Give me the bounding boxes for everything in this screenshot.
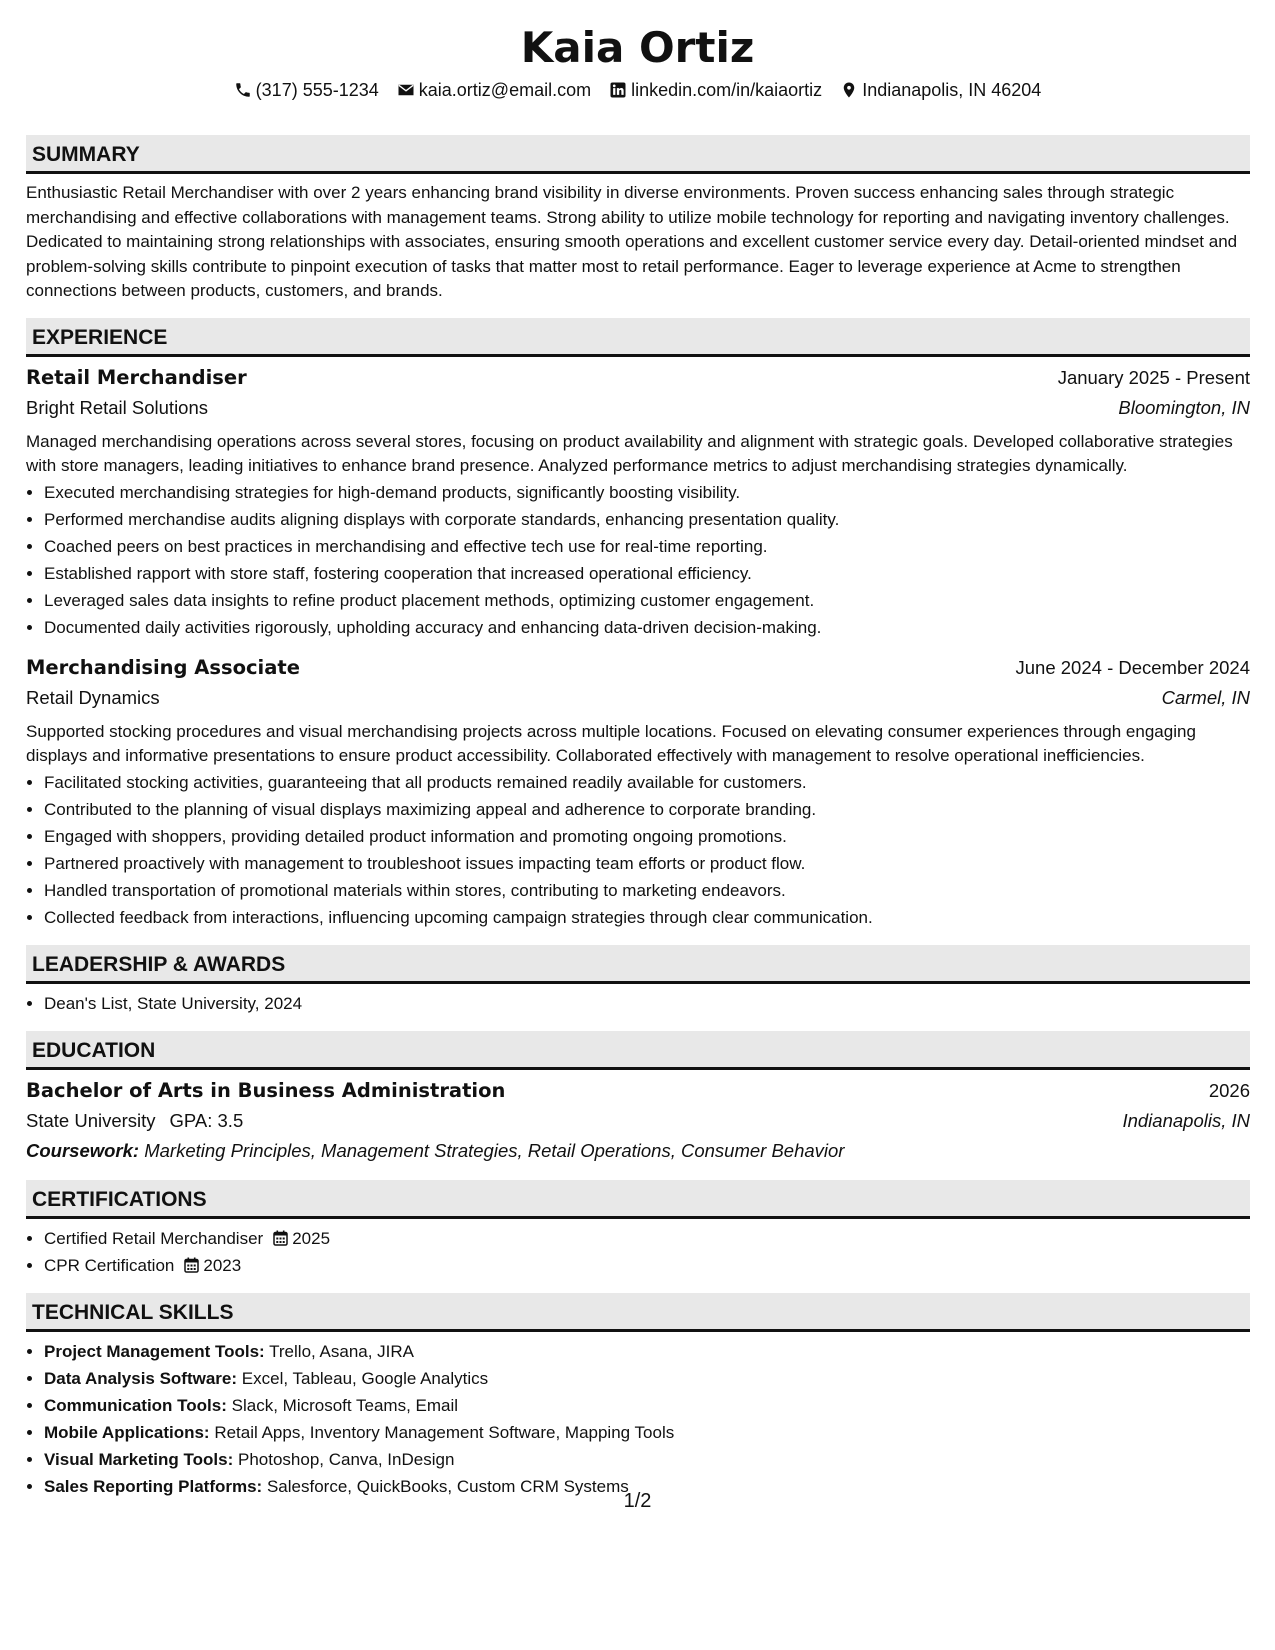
gpa: GPA: 3.5 — [169, 1109, 244, 1131]
job-dates: June 2024 - December 2024 — [1015, 656, 1250, 678]
company-name: Bright Retail Solutions — [26, 396, 209, 418]
list-item: • Partnered proactively with management to troubleshoot issues impacting team efforts or product flow. — [44, 850, 1250, 877]
skill-category: Project Management Tools: — [44, 1341, 265, 1361]
list-item: • Leveraged sales data insights to refine product placement methods, optimizing customer engagement. — [44, 587, 1250, 614]
phone-text: (317) 555-1234 — [255, 80, 379, 100]
contact-email[interactable] — [397, 78, 591, 102]
skill-category: Visual Marketing Tools: — [44, 1449, 234, 1469]
section-heading-skills: TECHNICAL SKILLS — [26, 1293, 1250, 1332]
skill-values: Excel, Tableau, Google Analytics — [241, 1368, 489, 1388]
certification-year: 2023 — [203, 1255, 242, 1275]
job-description: Supported stocking procedures and visual merchandising projects across multiple locations. Focused on elevating consumer experiences through engaging displays and informative presentations to ensure product accessibility. Collaborated effectively with management to resolve operational inefficiencies. — [26, 721, 1196, 765]
skill-category: Sales Reporting Platforms: — [44, 1476, 263, 1496]
resume-header — [0, 0, 1275, 102]
list-item — [44, 1446, 1250, 1473]
contact-location — [840, 78, 1041, 102]
calendar-icon — [184, 1257, 199, 1273]
section-heading-experience: EXPERIENCE — [26, 318, 1250, 357]
list-item — [44, 1252, 1250, 1279]
job-dates: January 2025 - Present — [1057, 366, 1250, 388]
school-name: State University — [26, 1109, 156, 1131]
skills-list — [26, 1338, 1250, 1500]
list-item — [44, 1225, 1250, 1252]
summary-text: Enthusiastic Retail Merchandiser with over 2 years enhancing brand visibility in diverse environments. Proven success enhancing sales through strategic merchandising and effective collaborations with management teams. Strong ability to utilize mobile technology for reporting and navigating inventory challenges. Dedicated to maintaining strong relationships with associates, ensuring smooth operations and excellent customer service every day. Detail-oriented mindset and problem-solving skills contribute to pinpoint execution of tasks that matter most to retail performance. Eager to leverage experience at Acme to strengthen connections between products, customers, and brands. — [26, 183, 1238, 300]
list-item — [44, 1392, 1250, 1419]
job-bullets — [26, 479, 1250, 641]
skill-values: Retail Apps, Inventory Management Software, Mapping Tools — [214, 1422, 675, 1442]
job-entry — [26, 653, 1250, 931]
resume-body — [26, 135, 1250, 1500]
contact-phone — [234, 78, 379, 102]
page-number: 1/2 — [623, 1490, 652, 1512]
certification-name: CPR Certification — [44, 1255, 175, 1275]
location-text: Indianapolis, IN 46204 — [862, 80, 1042, 100]
contact-linkedin[interactable] — [609, 78, 822, 102]
skill-category: Data Analysis Software: — [44, 1368, 238, 1388]
job-title: Retail Merchandiser — [26, 365, 247, 389]
list-item — [44, 1338, 1250, 1365]
job-title: Merchandising Associate — [26, 655, 300, 679]
email-text: kaia.ortiz@email.com — [418, 80, 592, 100]
list-item — [44, 1419, 1250, 1446]
degree-title: Bachelor of Arts in Business Administration — [26, 1078, 506, 1102]
school-location: Indianapolis, IN — [1122, 1109, 1250, 1131]
list-item: • Coached peers on best practices in merchandising and effective tech use for real-time reporting. — [44, 533, 1250, 560]
graduation-year: 2026 — [1208, 1079, 1250, 1101]
job-entry — [26, 363, 1250, 641]
list-item: • Dean's List, State University, 2024 — [44, 990, 1250, 1017]
skill-values: Photoshop, Canva, InDesign — [237, 1449, 455, 1469]
job-description: Managed merchandising operations across several stores, focusing on product availability and alignment with strategic goals. Developed collaborative strategies with store managers, leading initiatives to enhance brand presence. Analyzed performance metrics to adjust merchandising strategies dynamically. — [26, 431, 1233, 475]
list-item: • Handled transportation of promotional materials within stores, contributing to marketing endeavors. — [44, 877, 1250, 904]
skill-values: Salesforce, QuickBooks, Custom CRM Systems — [266, 1476, 629, 1496]
list-item: • Established rapport with store staff, fostering cooperation that increased operational efficiency. — [44, 560, 1250, 587]
list-item: • Documented daily activities rigorously, upholding accuracy and enhancing data-driven decision-making. — [44, 614, 1250, 641]
certifications-list — [26, 1225, 1250, 1279]
list-item: • Contributed to the planning of visual displays maximizing appeal and adherence to corporate branding. — [44, 796, 1250, 823]
skill-values: Trello, Asana, JIRA — [269, 1341, 415, 1361]
skill-values: Slack, Microsoft Teams, Email — [231, 1395, 459, 1415]
section-heading-leadership: LEADERSHIP & AWARDS — [26, 945, 1250, 984]
skill-category: Communication Tools: — [44, 1395, 227, 1415]
coursework-list: Marketing Principles, Management Strategies, Retail Operations, Consumer Behavior — [144, 1139, 845, 1161]
coursework-line — [26, 1136, 1250, 1166]
company-name: Retail Dynamics — [26, 686, 160, 708]
calendar-icon — [273, 1230, 288, 1246]
education-entry — [26, 1076, 1250, 1166]
certification-year: 2025 — [292, 1228, 331, 1248]
job-location: Carmel, IN — [1161, 686, 1250, 708]
contact-bar — [0, 78, 1275, 102]
section-heading-certifications: CERTIFICATIONS — [26, 1180, 1250, 1219]
job-bullets — [26, 769, 1250, 931]
section-heading-education: EDUCATION — [26, 1031, 1250, 1070]
leadership-list — [26, 990, 1250, 1017]
map-pin-icon — [840, 81, 858, 99]
certification-name: Certified Retail Merchandiser — [44, 1228, 264, 1248]
phone-icon — [234, 81, 252, 99]
list-item: • Performed merchandise audits aligning displays with corporate standards, enhancing presentation quality. — [44, 506, 1250, 533]
envelope-icon — [397, 81, 415, 99]
candidate-name: Kaia Ortiz — [520, 23, 755, 72]
list-item: • Engaged with shoppers, providing detailed product information and promoting ongoing promotions. — [44, 823, 1250, 850]
linkedin-text: linkedin.com/in/kaiaortiz — [631, 80, 823, 100]
section-heading-summary: SUMMARY — [26, 135, 1250, 174]
coursework-label: Coursework: — [26, 1139, 140, 1161]
list-item: • Executed merchandising strategies for high-demand products, significantly boosting visibility. — [44, 479, 1250, 506]
list-item: • Facilitated stocking activities, guaranteeing that all products remained readily available for customers. — [44, 769, 1250, 796]
list-item: • Collected feedback from interactions, influencing upcoming campaign strategies through clear communication. — [44, 904, 1250, 931]
skill-category: Mobile Applications: — [44, 1422, 210, 1442]
job-location: Bloomington, IN — [1118, 396, 1250, 418]
list-item — [44, 1365, 1250, 1392]
linkedin-icon — [609, 81, 627, 99]
